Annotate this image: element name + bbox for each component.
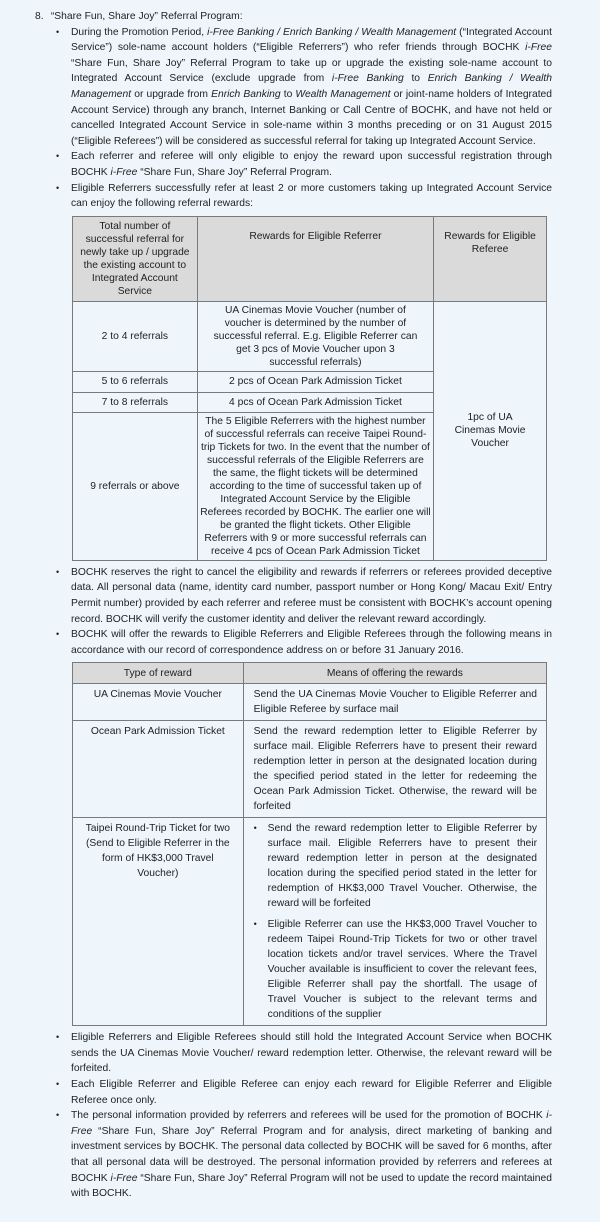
table-row (73, 818, 547, 1026)
list-item (71, 627, 552, 658)
referrals-cell: 2 to 4 referrals (73, 301, 198, 371)
italic-text: Enrich Banking / Wealth Management (71, 73, 553, 100)
text-segment: or upgrade from (131, 88, 212, 100)
text-segment: During the Promotion Period, (71, 26, 208, 38)
section-body (71, 25, 552, 1202)
list-item (71, 1077, 552, 1108)
reward-means-table (72, 662, 547, 1026)
reward-means-cell (243, 818, 546, 1026)
text-segment: BOCHK reserves the right to cancel the eligibility and rewards if referrers or referees provided deceptive data. All personal data (name, identity card number, passport number or Hong Kong/ Macau Exit/ Entry Permit number) provided by each referrer and referee must be consistent with BOCHK’s account opening record. BOCHK will verify the customer identity and deliver the relevant reward accordingly. (71, 566, 552, 625)
reward-type-cell: Taipei Round-Trip Ticket for two (Send to Eligible Referrer in the form of HK$3,000 Travel Voucher) (73, 818, 244, 1026)
header-referee-reward: Rewards for Eligible Referee (434, 216, 547, 301)
sub-list-item: • Eligible Referrer can use the HK$3,000 Travel Voucher to redeem Taipei Round-Trip Tickets for two or other travel location tickets and/or travel services. Where the Travel Voucher available is insufficient to cover the relevant fees, Eligible Referrer shall pay the shortfall. The usage of Travel Voucher is subject to the relevant terms and conditions of the supplier (254, 917, 537, 1022)
text-segment: to (403, 73, 428, 85)
reward-type-cell: Ocean Park Admission Ticket (73, 721, 244, 818)
header-type: Type of reward (73, 663, 244, 684)
reward-type-cell: UA Cinemas Movie Voucher (73, 684, 244, 721)
text-segment: BOCHK will offer the rewards to Eligible Referrers and Eligible Referees through the following means in accordance with our record of correspondence address on or before 31 January 2016. (71, 629, 552, 656)
italic-text: Enrich Banking (211, 88, 281, 100)
list-item (71, 25, 552, 150)
sub-list-item: • Send the reward redemption letter to Eligible Referrer by surface mail. Eligible Referrers have to present their reward redemption letter in person at the designated location during the specified period stated in the letter for redemption of HK$3,000 Travel Voucher. Otherwise, the reward will be forfeited (254, 821, 537, 911)
table-header-row (73, 663, 547, 684)
list-item (71, 1030, 552, 1077)
italic-text: i-Free Banking (331, 73, 404, 85)
text-segment: “Share Fun, Share Joy” Referral Program. (137, 166, 332, 178)
referral-rewards-table (72, 216, 547, 561)
table-row (73, 721, 547, 818)
text-segment: to (280, 88, 296, 100)
header-referrals: Total number of successful referral for newly take up / upgrade the existing account to Integrated Account Service (73, 216, 198, 301)
section-title-text: “Share Fun, Share Joy” Referral Program: (50, 11, 243, 22)
referrals-cell: 7 to 8 referrals (73, 392, 198, 412)
list-item (71, 565, 552, 627)
referrer-reward-cell: 4 pcs of Ocean Park Admission Ticket (197, 392, 433, 412)
referrer-reward-cell: 2 pcs of Ocean Park Admission Ticket (197, 371, 433, 392)
list-item (71, 149, 552, 180)
reward-means-cell: Send the UA Cinemas Movie Voucher to Eligible Referrer and Eligible Referee by surface mail (243, 684, 546, 721)
header-referrer-reward: Rewards for Eligible Referrer (197, 216, 433, 301)
referrals-cell: 9 referrals or above (73, 412, 198, 560)
section-title (35, 9, 552, 25)
text-segment: “Share Fun, Share Joy” Referral Program to take up or upgrade the existing sole-name account to Integrated Account Service (exclude upgrade from (71, 57, 552, 85)
referee-reward-cell: 1pc of UA Cinemas Movie Voucher (434, 301, 547, 560)
referrer-reward-cell: UA Cinemas Movie Voucher (number of voucher is determined by the number of successful referral. E.g. Eligible Referrer can get 3 pcs of Movie Voucher upon 3 successful referrals) (197, 301, 433, 371)
list-item (71, 1108, 552, 1202)
text-segment: Eligible Referrers and Eligible Referees should still hold the Integrated Account Service when BOCHK sends the UA Cinemas Movie Voucher/ reward redemption letter. Otherwise, the relevant reward will be forfeited. (71, 1032, 552, 1075)
italic-text: i-Free (110, 1172, 138, 1184)
text-segment: The personal information provided by referrers and referees will be used for the promotion of BOCHK (71, 1110, 547, 1122)
table-row (73, 684, 547, 721)
text-segment: (“Integrated Account Service”) sole-name account holders (“Eligible Referrers”) who refer friends through BOCHK (71, 26, 552, 54)
referrals-cell: 5 to 6 referrals (73, 371, 198, 392)
text-segment: or joint-name holders of Integrated Account Service) through any branch, Internet Banking or Call Centre of BOCHK, and have not held or cancelled Integrated Account Service in sole-name within 3 months preceding or on 31 August 2015 (“Eligible Referees”) will be considered as successful referral for taking up Integrated Account Service. (71, 88, 553, 147)
table-header-row (73, 216, 547, 301)
italic-text: i-Free (71, 1110, 552, 1137)
section-number: 8. (35, 11, 44, 22)
text-segment: Each Eligible Referrer and Eligible Referee can enjoy each reward for Eligible Referrer and Eligible Referee once only. (71, 1079, 552, 1106)
list-item (71, 181, 552, 212)
reward-means-cell: Send the reward redemption letter to Eligible Referrer by surface mail. Eligible Referrers have to present their reward redemption letter in person at the designated location during the specified period stated in the letter for redeeming the Ocean Park Admission Ticket. Otherwise, the reward will be forfeited (243, 721, 546, 818)
table-row (73, 301, 547, 371)
text-segment: Each referrer and referee will only eligible to enjoy the reward upon successful registration through BOCHK (71, 151, 552, 178)
text-segment: Eligible Referrers successfully refer at least 2 or more customers taking up Integrated Account Service can enjoy the following referral rewards: (71, 182, 552, 210)
italic-text: i-Free Banking / Enrich Banking / Wealth Management (207, 26, 457, 38)
text-segment: “Share Fun, Share Joy” Referral Program will not be used to update the record maintained with BOCHK. (71, 1172, 552, 1200)
header-means: Means of offering the rewards (243, 663, 546, 684)
italic-text: i-Free (525, 42, 552, 54)
referrer-reward-cell: The 5 Eligible Referrers with the highest number of successful referrals can receive Taipei Round-trip Tickets for two. In the event that the number of successful referrals of the Eligible Referrers are the same, the flight tickets will be determined according to the time of successful taken up of Integrated Account Service by the Eligible Referees recorded by BOCHK. The earlier one will be granted the flight tickets. Other Eligible Referrers with 9 or more successful referrals can receive 4 pcs of Ocean Park Admission Ticket (197, 412, 433, 560)
italic-text: Wealth Management (295, 88, 391, 100)
italic-text: i-Free (110, 166, 138, 178)
text-segment: “Share Fun, Share Joy” Referral Program and for analysis, direct marketing of banking and investment services by BOCHK. The personal data collected by BOCHK will be saved for 6 months, after that all personal data will be destroyed. The personal information provided by referrers and referees at BOCHK (71, 1125, 552, 1184)
